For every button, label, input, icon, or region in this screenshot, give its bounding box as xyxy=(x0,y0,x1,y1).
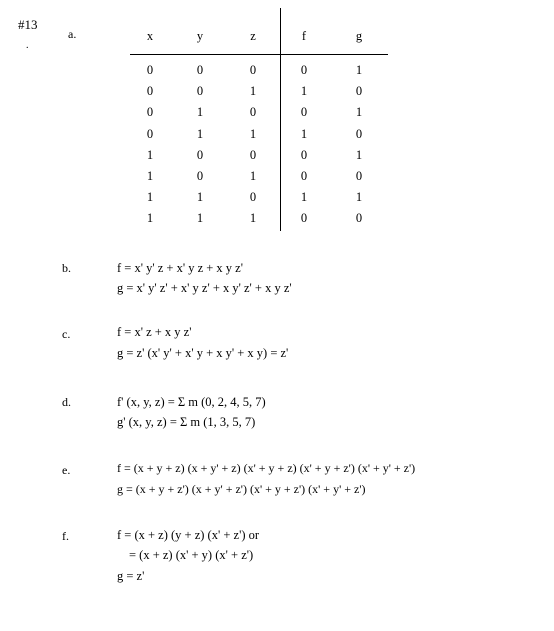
table-cell-x: 1 xyxy=(146,211,154,226)
part-f-line-1: f = (x + z) (y + z) (x' + z') or xyxy=(117,528,260,542)
table-cell-x: 1 xyxy=(146,190,154,205)
table-cell-z: 1 xyxy=(249,84,257,99)
table-cell-y: 1 xyxy=(196,105,204,120)
table-cell-g: 1 xyxy=(355,190,363,205)
table-vertical-divider xyxy=(280,8,281,231)
part-a-label: a. xyxy=(68,27,77,41)
table-cell-x: 0 xyxy=(146,105,154,120)
part-c-label: c. xyxy=(62,327,71,341)
problem-number: #13 xyxy=(18,17,38,32)
table-header-divider xyxy=(130,54,388,55)
table-cell-g: 1 xyxy=(355,105,363,120)
table-cell-f: 0 xyxy=(300,169,308,183)
table-cell-y: 0 xyxy=(196,147,204,162)
table-cell-f: 0 xyxy=(300,105,308,120)
table-cell-y: 0 xyxy=(196,63,204,77)
table-cell-z: 0 xyxy=(249,190,257,205)
table-cell-y: 1 xyxy=(196,190,204,205)
table-cell-g: 1 xyxy=(355,63,363,77)
table-cell-y: 0 xyxy=(196,169,204,183)
table-cell-f: 0 xyxy=(300,63,308,77)
table-cell-z: 1 xyxy=(249,211,257,226)
table-cell-f: 0 xyxy=(300,211,308,226)
table-header-y: y xyxy=(196,29,204,43)
part-d-line-1: f' (x, y, z) = Σ m (0, 2, 4, 5, 7) xyxy=(117,395,266,409)
table-header-x: x xyxy=(146,29,154,43)
table-cell-f: 1 xyxy=(300,84,308,99)
table-cell-y: 1 xyxy=(196,211,204,226)
part-c-line-2: g = z' (x' y' + x' y + x y' + x y) = z' xyxy=(117,346,289,360)
table-cell-y: 0 xyxy=(196,84,204,99)
table-cell-z: 0 xyxy=(249,63,257,77)
part-b-line-2: g = x' y' z' + x' y z' + x y' z' + x y z' xyxy=(117,281,292,295)
margin-dot: . xyxy=(26,40,29,51)
table-cell-z: 1 xyxy=(249,126,257,141)
table-cell-g: 1 xyxy=(355,147,363,162)
table-cell-x: 1 xyxy=(146,147,154,162)
table-header-z: z xyxy=(250,29,256,43)
part-e-line-2: g = (x + y + z') (x + y' + z') (x' + y + z') (x' + y' + z') xyxy=(117,482,366,496)
table-cell-x: 0 xyxy=(146,84,154,99)
table-cell-z: 1 xyxy=(249,169,257,183)
part-b-label: b. xyxy=(62,261,71,275)
part-f-label: f. xyxy=(62,529,69,543)
part-e-line-1: f = (x + y + z) (x + y' + z) (x' + y + z) (x' + y + z') (x' + y' + z') xyxy=(117,461,416,475)
part-d-line-2: g' (x, y, z) = Σ m (1, 3, 5, 7) xyxy=(117,415,256,429)
table-cell-x: 0 xyxy=(146,126,154,141)
part-c-line-1: f = x' z + x y z' xyxy=(117,325,192,339)
table-cell-z: 0 xyxy=(249,105,257,120)
table-cell-f: 1 xyxy=(300,190,308,205)
table-cell-x: 1 xyxy=(146,169,154,183)
part-e-label: e. xyxy=(62,463,71,477)
part-d-label: d. xyxy=(62,395,71,409)
table-header-g: g xyxy=(355,29,363,43)
table-cell-y: 1 xyxy=(196,126,204,141)
part-f-line-2: = (x + z) (x' + y) (x' + z') xyxy=(129,548,254,562)
table-cell-f: 0 xyxy=(300,147,308,162)
table-cell-z: 0 xyxy=(249,147,257,162)
table-cell-x: 0 xyxy=(146,63,154,77)
table-cell-g: 0 xyxy=(355,211,363,226)
part-b-line-1: f = x' y' z + x' y z + x y z' xyxy=(117,261,243,275)
part-f-line-3: g = z' xyxy=(117,569,145,583)
table-header-f: f xyxy=(301,29,307,43)
table-cell-f: 1 xyxy=(300,126,308,141)
table-cell-g: 0 xyxy=(355,126,363,141)
table-cell-g: 0 xyxy=(355,169,363,183)
table-cell-g: 0 xyxy=(355,84,363,99)
